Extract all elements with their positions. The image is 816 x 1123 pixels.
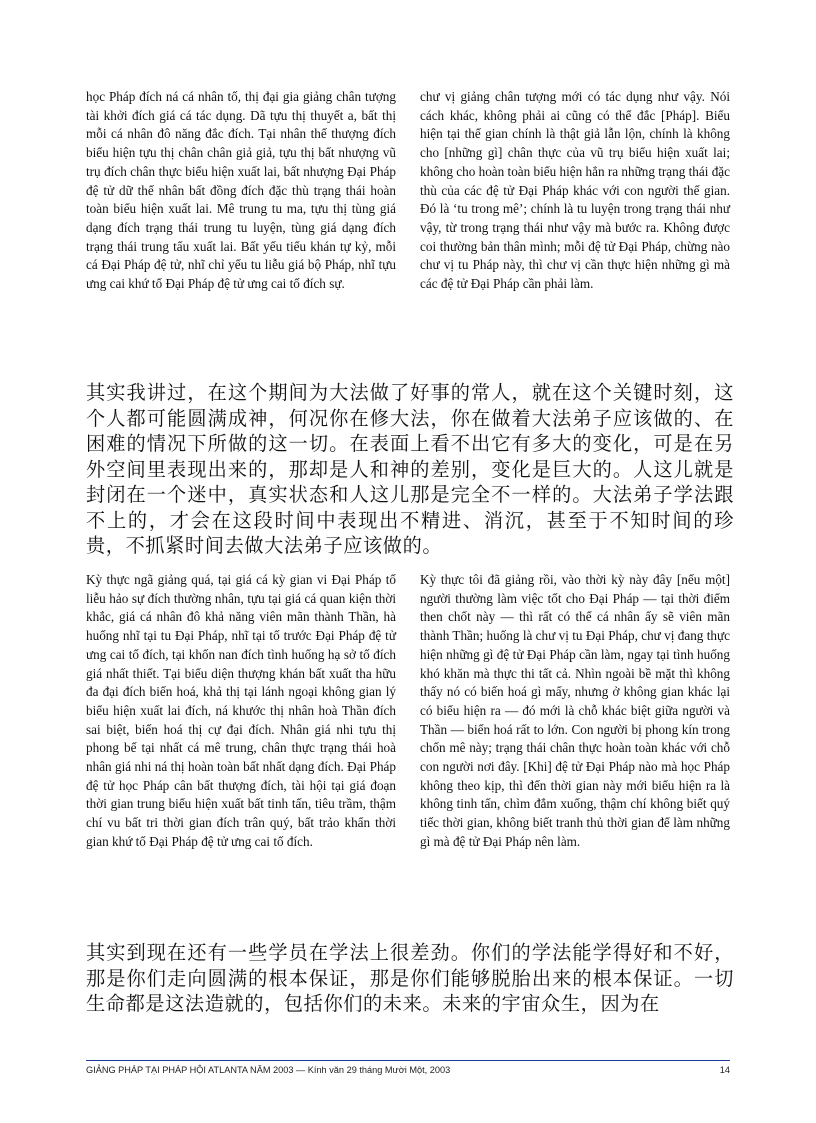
footer-divider [86, 1060, 730, 1061]
section-1-right-text: chư vị giảng chân tượng mới có tác dụng như vậy. Nói cách khác, không phải ai cũng có thể đắc [Pháp]. Biểu hiện tại thế gian chính là thật giả lẫn lộn, chính là không cho [những gì] chân thực của vũ trụ biểu hiện xuất lai; không cho hoàn toàn biểu hiện hẳn ra những trạng thái đặc thù của các đệ tử Đại Pháp khác với con người thế gian. Đó là ‘tu trong mê’; chính là tu luyện trong trạng thái như vậy, từ trong trạng thái như vậy mà bước ra. Không được coi thường bản thân mình; mỗi đệ tử Đại Pháp, chừng nào chư vị tu Pháp này, thì chư vị cần thực hiện những gì mà các đệ tử Đại Pháp cần phải làm. [420, 89, 731, 292]
chinese-paragraph-1 [86, 380, 734, 559]
bilingual-section-1 [86, 88, 730, 294]
section-1-left-column [86, 88, 396, 294]
section-2-right-text: Kỳ thực tôi đã giảng rồi, vào thời kỳ này đây [nếu một] người thường làm việc tốt cho Đại Pháp — tại thời điểm then chốt này — thì rất có thể cá nhân ấy sẽ viên mãn thành Thần; huống là chư vị tu Đại Pháp, chư vị đang thực hiện những gì đệ tử Đại Pháp cần làm, ngay tại tình huống khó khăn mà thực thi tất cả. Nhìn ngoài bề mặt thì không thấy nó có biến hoá gì mấy, nhưng ở không gian khác lại có biểu hiện ra — đó mới là chỗ khác biệt giữa người và Thần — biến hoá rất to lớn. Con người bị phong kín trong chốn mê này; trạng thái chân thực hoàn toàn khác với chỗ con người nơi đây. [Khi] đệ tử Đại Pháp nào mà học Pháp không theo kịp, thì đến thời gian này mới biểu hiện ra là không tinh tấn, chìm đắm xuống, thậm chí không biết quý tiếc thời gian, không biết tranh thủ thời gian để làm những gì mà đệ tử Đại Pháp nên làm. [420, 572, 730, 849]
chinese-paragraph-2 [86, 940, 734, 1017]
section-1-right-column [420, 88, 730, 294]
bilingual-section-2 [86, 571, 730, 852]
chinese-text-1: 其实我讲过，在这个期间为大法做了好事的常人，就在这个关键时刻，这个人都可能圆满成神，何况你在修大法，你在做着大法弟子应该做的、在困难的情况下所做的这一切。在表面上看不出它有多大的变化，可是在另外空间里表现出来的，那却是人和神的差别，变化是巨大的。人这儿就是封闭在一个迷中，真实状态和人这儿那是完全不一样的。大法弟子学法跟不上的，才会在这段时间中表现出不精进、消沉，甚至于不知时间的珍贵，不抓紧时间去做大法弟子应该做的。 [86, 381, 734, 557]
section-2-right-column [420, 571, 730, 852]
section-2-left-column [86, 571, 396, 852]
page-number: 14 [719, 1065, 730, 1075]
section-1-left-text: học Pháp đích ná cá nhân tố, thị đại gia giảng chân tượng tài khởi đích giá cá tác dụng. Dã tựu thị thuyết a, bất thị mỗi cá nhân đô năng đắc đích. Tại nhân thế thượng đích biểu hiện tựu thị chân chân giả giả, tựu thị bất nhượng vũ trụ đích chân thực biểu hiện xuất lai, bất nhượng Đại Pháp đệ tử dữ thế nhân bất đồng đích đặc thù trạng thái hoàn toàn biểu hiện xuất lai. Mê trung tu ma, tựu thị tùng giá dạng đích trạng thái trung tu luyện, tùng giá dạng đích trạng thái trung tẩu xuất lai. Bất yếu tiểu khán tự kỷ, mỗi cá Đại Pháp đệ tử, nhĩ chỉ yếu tu liễu giá bộ Pháp, nhĩ tựu ưng cai khứ tố Đại Pháp đệ tử ưng cai tố đích sự. [86, 89, 396, 292]
section-2-left-text: Kỳ thực ngã giảng quá, tại giá cá kỳ gian vi Đại Pháp tố liễu hảo sự đích thường nhân, tựu tại giá cá quan kiện thời khắc, giá cá nhân đô khả năng viên mãn thành Thần, hà huống nhĩ tại tu Đại Pháp, nhĩ tại tố trước Đại Pháp đệ tử ưng cai tố đích, tại khốn nan đích tình huống hạ sở tố đích giá nhất thiết. Tại biểu diện thượng khán bất xuất tha hữu đa đại đích biến hoá, khả thị tại lánh ngoại không gian lý biểu hiện xuất lai đích, ná khước thị nhân hoà Thần đích sai biệt, biến hoá thị cự đại đích. Nhân giá nhi tựu thị phong bế tại nhất cá mê trung, chân thực trạng thái hoà nhân giá nhi ná thị hoàn toàn bất nhất dạng đích. Đại Pháp đệ tử học Pháp cân bất thượng đích, tài hội tại giá đoạn thời gian trung biểu hiện xuất bất tinh tấn, tiêu trầm, thậm chí vu bất tri thời gian đích trân quý, bất trảo khẩn thời gian khứ tố Đại Pháp đệ tử ưng cai tố đích. [86, 572, 396, 849]
footer-title: GIẢNG PHÁP TẠI PHÁP HỘI ATLANTA NĂM 2003 — Kính văn 29 tháng Mười Một, 2003 [86, 1065, 451, 1075]
chinese-text-2: 其实到现在还有一些学员在学法上很差劲。你们的学法能学得好和不好，那是你们走向圆满的根本保证，那是你们能够脱胎出来的根本保证。一切生命都是这法造就的，包括你们的未来。未来的宇宙众生，因为在 [86, 941, 734, 1015]
